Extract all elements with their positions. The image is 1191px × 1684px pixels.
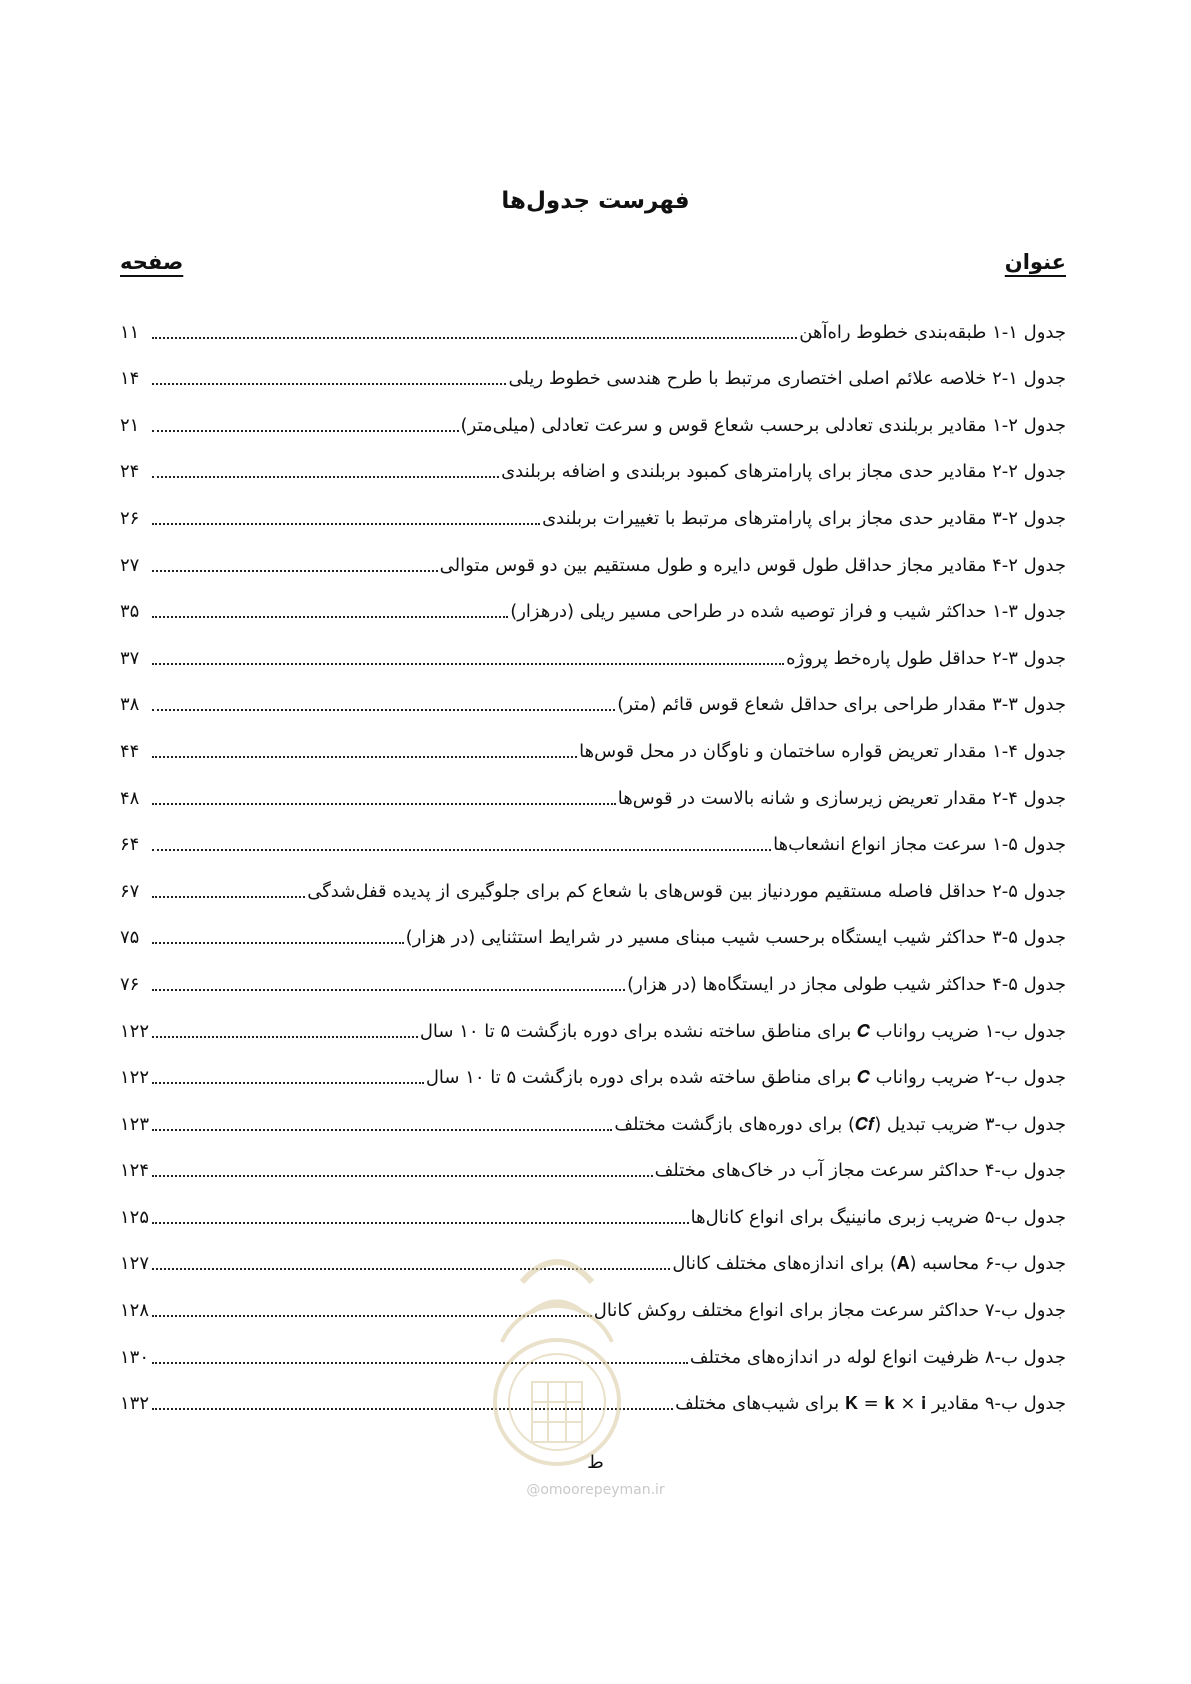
toc-entry-page: ۱۲۲ [120,1067,150,1089]
toc-entry-label: جدول ب-۱ ضریب رواناب 𝑪 برای مناطق ساخته نشده برای دوره بازگشت ۵ تا ۱۰ سال [419,1020,1066,1042]
toc-entry-page: ۲۱ [120,414,140,436]
toc-entry-page: ۱۲۸ [120,1300,150,1322]
dot-leader [152,1082,424,1084]
toc-entry[interactable] [120,1185,1066,1232]
dot-leader [152,1036,418,1038]
toc-entry[interactable] [120,952,1066,999]
toc-list [120,300,1066,1418]
toc-entry-page: ۱۲۴ [120,1160,150,1182]
toc-entry-label: جدول ۱-۱ طبقه‌بندی خطوط راه‌آهن [799,321,1066,343]
toc-entry-page: ۳۵ [120,601,140,623]
toc-entry-label: جدول ۵-۴ حداکثر شیب طولی مجاز در ایستگاه‌ها (در هزار) [627,973,1066,995]
toc-entry[interactable] [120,673,1066,720]
toc-entry-label: جدول ب-۷ حداکثر سرعت مجاز برای انواع مختلف روکش کانال [593,1300,1066,1322]
dot-leader [152,942,404,944]
toc-entry-label: جدول ۵-۱ سرعت مجاز انواع انشعاب‌ها [773,834,1066,856]
toc-entry-page: ۱۲۳ [120,1113,150,1135]
toc-entry-label: جدول ۱-۲ خلاصه علائم اصلی اختصاری مرتبط با طرح هندسی خطوط ریلی [508,368,1066,390]
toc-entry-label: جدول ب-۲ ضریب رواناب 𝑪 برای مناطق ساخته شده برای دوره بازگشت ۵ تا ۱۰ سال [425,1067,1066,1089]
watermark-url: @omoorepeyman.ir [526,1482,665,1498]
toc-entry[interactable] [120,626,1066,673]
toc-entry-page: ۷۵ [120,927,140,949]
toc-entry-label: جدول ۴-۱ مقدار تعریض قواره ساختمان و ناوگان در محل قوس‌ها [579,740,1066,762]
toc-entry-label: جدول ب-۸ ظرفیت انواع لوله در اندازه‌های مختلف [689,1346,1066,1368]
toc-entry-label: جدول ۳-۳ مقدار طراحی برای حداقل شعاع قوس قائم (متر) [617,694,1066,716]
toc-entry-page: ۳۸ [120,694,140,716]
toc-entry[interactable] [120,580,1066,627]
toc-entry-page: ۱۲۷ [120,1253,150,1275]
dot-leader [152,1175,653,1177]
dot-leader [152,1362,688,1364]
toc-entry-page: ۴۴ [120,740,140,762]
dot-leader [152,337,797,339]
toc-entry[interactable] [120,533,1066,580]
toc-entry-label: جدول ۲-۱ مقادیر بربلندی تعادلی برحسب شعاع قوس و سرعت تعادلی (میلی‌متر) [460,414,1066,436]
toc-entry[interactable] [120,1232,1066,1279]
dot-leader [152,756,577,758]
toc-entry-label: جدول ۴-۲ مقدار تعریض زیرسازی و شانه بالاست در قوس‌ها [617,787,1066,809]
toc-entry[interactable] [120,813,1066,860]
dot-leader [152,476,499,478]
dot-leader [152,1129,612,1131]
toc-entry[interactable] [120,300,1066,347]
toc-entry[interactable] [120,859,1066,906]
toc-entry[interactable] [120,486,1066,533]
toc-entry-page: ۶۴ [120,834,140,856]
dot-leader [152,570,438,572]
toc-entry-label: جدول ۲-۳ مقادیر حدی مجاز برای پارامترهای مرتبط با تغییرات بربلندی [542,507,1066,529]
toc-entry-page: ۱۱ [120,321,140,343]
toc-entry-page: ۲۴ [120,461,140,483]
toc-entry[interactable] [120,1139,1066,1186]
toc-header [120,250,1066,284]
toc-entry-page: ۶۷ [120,880,140,902]
page-number: ط [587,1452,604,1473]
dot-leader [152,709,615,711]
toc-entry-page: ۱۳۲ [120,1393,150,1415]
toc-entry-label: جدول ۵-۲ حداقل فاصله مستقیم موردنیاز بین قوس‌های با شعاع کم برای جلوگیری از پدیده قفل‌شدگی [307,880,1066,902]
toc-entry-page: ۲۷ [120,554,140,576]
page-title: فهرست جدول‌ها [501,188,690,214]
toc-entry[interactable] [120,1278,1066,1325]
dot-leader [152,1408,673,1410]
title-column-header: عنوان [1004,250,1066,274]
toc-entry[interactable] [120,1325,1066,1372]
toc-entry[interactable] [120,347,1066,394]
toc-entry-label: جدول ب-۶ محاسبه (𝐀) برای اندازه‌های مختلف کانال [672,1253,1066,1275]
toc-entry[interactable] [120,999,1066,1046]
toc-entry-label: جدول ب-۹ مقادیر 𝐊 = 𝐤 × 𝐢 برای شیب‌های مختلف [675,1393,1066,1415]
toc-entry-label: جدول ۵-۳ حداکثر شیب ایستگاه برحسب شیب مبنای مسیر در شرایط استثنایی (در هزار) [405,927,1066,949]
toc-entry-label: جدول ۳-۲ حداقل طول پاره‌خط پروژه [786,647,1066,669]
dot-leader [152,523,540,525]
toc-entry[interactable] [120,1092,1066,1139]
dot-leader [152,430,459,432]
toc-entry[interactable] [120,766,1066,813]
toc-entry[interactable] [120,906,1066,953]
toc-entry[interactable] [120,440,1066,487]
toc-entry-label: جدول ۲-۴ مقادیر مجاز حداقل طول قوس دایره و طول مستقیم بین دو قوس متوالی [439,554,1066,576]
page-column-header: صفحه [120,250,184,274]
dot-leader [152,663,784,665]
toc-entry-page: ۱۴ [120,368,140,390]
toc-entry-label: جدول ب-۵ ضریب زبری مانینیگ برای انواع کانال‌ها [690,1206,1066,1228]
dot-leader [152,1315,592,1317]
toc-entry-label: جدول ۳-۱ حداکثر شیب و فراز توصیه شده در طراحی مسیر ریلی (درهزار) [510,601,1066,623]
toc-entry[interactable] [120,393,1066,440]
toc-entry-page: ۷۶ [120,973,140,995]
dot-leader [152,803,616,805]
toc-entry-page: ۱۲۵ [120,1206,150,1228]
toc-entry-page: ۱۳۰ [120,1346,150,1368]
dot-leader [152,989,625,991]
toc-entry-page: ۳۷ [120,647,140,669]
toc-entry-page: ۴۸ [120,787,140,809]
toc-entry[interactable] [120,1046,1066,1093]
dot-leader [152,896,305,898]
toc-entry-label: جدول ۲-۲ مقادیر حدی مجاز برای پارامترهای کمبود بربلندی و اضافه بربلندی [501,461,1066,483]
toc-entry-label: جدول ب-۴ حداکثر سرعت مجاز آب در خاک‌های مختلف [654,1160,1066,1182]
dot-leader [152,616,508,618]
dot-leader [152,383,506,385]
toc-entry-page: ۲۶ [120,507,140,529]
toc-entry-page: ۱۲۲ [120,1020,150,1042]
dot-leader [152,849,771,851]
dot-leader [152,1268,670,1270]
toc-entry[interactable] [120,719,1066,766]
dot-leader [152,1222,689,1224]
toc-entry-label: جدول ب-۳ ضریب تبدیل (𝑪𝒇) برای دوره‌های بازگشت مختلف [614,1113,1066,1135]
toc-entry[interactable] [120,1372,1066,1419]
